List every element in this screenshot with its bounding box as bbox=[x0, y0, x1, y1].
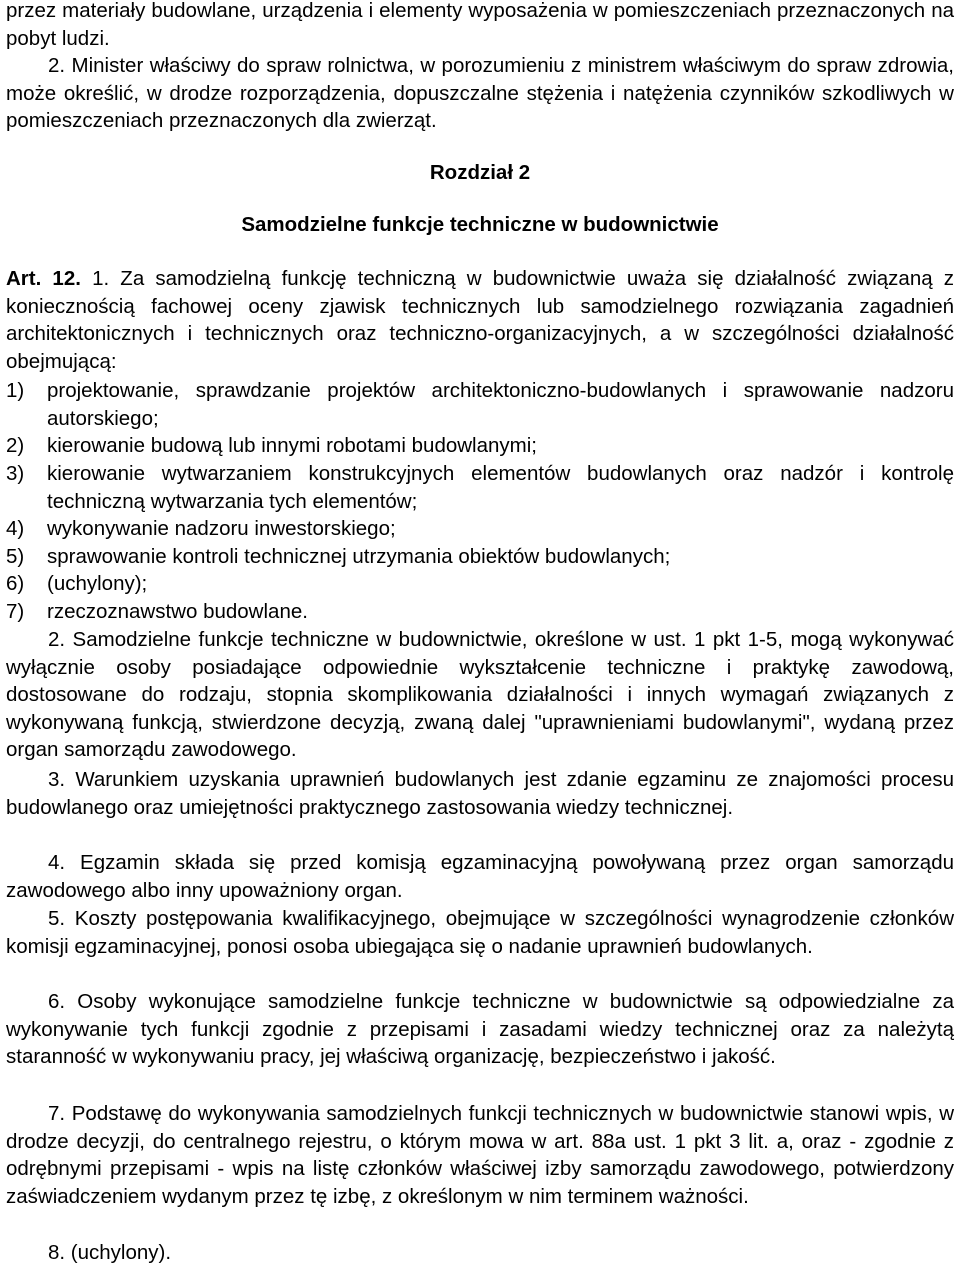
chapter-title: Samodzielne funkcje techniczne w budownictwie bbox=[241, 213, 719, 236]
list-item-number: 7) bbox=[6, 600, 25, 623]
intro-paragraph-2: 2. Minister właściwy do spraw rolnictwa, w porozumieniu z ministrem właściwym do spraw zdrowia, może określić, w drodze rozporządzenia, dopuszczalne stężenia i natężenia czynników szkodliwych w pomieszczeniach przeznaczonych dla zwierząt. bbox=[6, 54, 954, 132]
list-item bbox=[6, 543, 954, 571]
chapter-number: Rozdział 2 bbox=[429, 161, 531, 184]
list-item-number: 4) bbox=[6, 517, 25, 540]
article-paragraph-1-text: 1. Za samodzielną funkcję techniczną w budownictwie uważa się działalność związaną z koniecznością fachowej oceny zjawisk technicznych lub samodzielnego rozwiązania zagadnień architektonicznych i technicznych oraz techniczno-organizacyjnych, a w szczególności działalność obejmującą: bbox=[6, 267, 955, 373]
list-item-text: rzeczoznawstwo budowlane. bbox=[47, 600, 308, 623]
list-item bbox=[6, 598, 954, 626]
list-item bbox=[6, 377, 954, 432]
list-item-text: wykonywanie nadzoru inwestorskiego; bbox=[47, 517, 396, 540]
list-item-text: sprawowanie kontroli technicznej utrzymania obiektów budowlanych; bbox=[47, 545, 671, 568]
list-item-text: kierowanie wytwarzaniem konstrukcyjnych elementów budowlanych oraz nadzór i kontrolę techniczną wytwarzania tych elementów; bbox=[47, 462, 954, 513]
list-item bbox=[6, 460, 954, 515]
list-item-number: 2) bbox=[6, 434, 25, 457]
list-item bbox=[6, 570, 954, 598]
article-paragraph-2: 2. Samodzielne funkcje techniczne w budownictwie, określone w ust. 1 pkt 1-5, mogą wykonywać wyłącznie osoby posiadające odpowiednie wykształcenie techniczne i praktykę zawodową, dostosowane do rodzaju, stopnia skomplikowania działalności i innych wymagań związanych z wykonywaną funkcją, stwierdzone decyzją, zwaną dalej "uprawnieniami budowlanymi", wydaną przez organ samorządu zawodowego. bbox=[6, 628, 954, 761]
list-item bbox=[6, 432, 954, 460]
intro-continuation: przez materiały budowlane, urządzenia i elementy wyposażenia w pomieszczeniach przeznaczonych na pobyt ludzi. bbox=[6, 0, 954, 50]
article-paragraph-5: 5. Koszty postępowania kwalifikacyjnego, obejmujące w szczególności wynagrodzenie członków komisji egzaminacyjnej, ponosi osoba ubiegająca się o nadanie uprawnień budowlanych. bbox=[6, 907, 954, 958]
list-item-text: kierowanie budową lub innymi robotami budowlanymi; bbox=[47, 434, 537, 457]
article-paragraph-7: 7. Podstawę do wykonywania samodzielnych funkcji technicznych w budownictwie stanowi wpis, w drodze decyzji, do centralnego rejestru, o którym mowa w art. 88a ust. 1 pkt 3 lit. a, oraz - zgodnie z odrębnymi przepisami - wpis na listę członków właściwej izby samorządu zawodowego, potwierdzony zaświadczeniem wydanym przez tę izbę, z określonym w nim terminem ważności. bbox=[6, 1102, 954, 1208]
article-label: Art. 12. bbox=[6, 267, 81, 290]
article-paragraph-8: 8. (uchylony). bbox=[48, 1241, 172, 1264]
list-item bbox=[6, 515, 954, 543]
list-item-text: (uchylony); bbox=[47, 572, 148, 595]
article-paragraph-6: 6. Osoby wykonujące samodzielne funkcje techniczne w budownictwie są odpowiedzialne za wykonywanie tych funkcji zgodnie z przepisami i zasadami wiedzy technicznej oraz za należytą staranność w wykonywaniu pracy, jej właściwą organizację, bezpieczeństwo i jakość. bbox=[6, 990, 954, 1068]
article-paragraph-3: 3. Warunkiem uzyskania uprawnień budowlanych jest zdanie egzaminu ze znajomości procesu budowlanego oraz umiejętności praktycznego zastosowania wiedzy technicznej. bbox=[6, 768, 954, 819]
article-paragraph-4: 4. Egzamin składa się przed komisją egzaminacyjną powoływaną przez organ samorządu zawodowego albo inny upoważniony organ. bbox=[6, 851, 954, 902]
list-item-number: 5) bbox=[6, 545, 25, 568]
list-item-number: 3) bbox=[6, 462, 25, 485]
list-item-number: 6) bbox=[6, 572, 25, 595]
list-item-text: projektowanie, sprawdzanie projektów architektoniczno-budowlanych i sprawowanie nadzoru autorskiego; bbox=[47, 379, 954, 430]
list-item-number: 1) bbox=[6, 379, 25, 402]
article-12-paragraph-1 bbox=[6, 265, 954, 375]
